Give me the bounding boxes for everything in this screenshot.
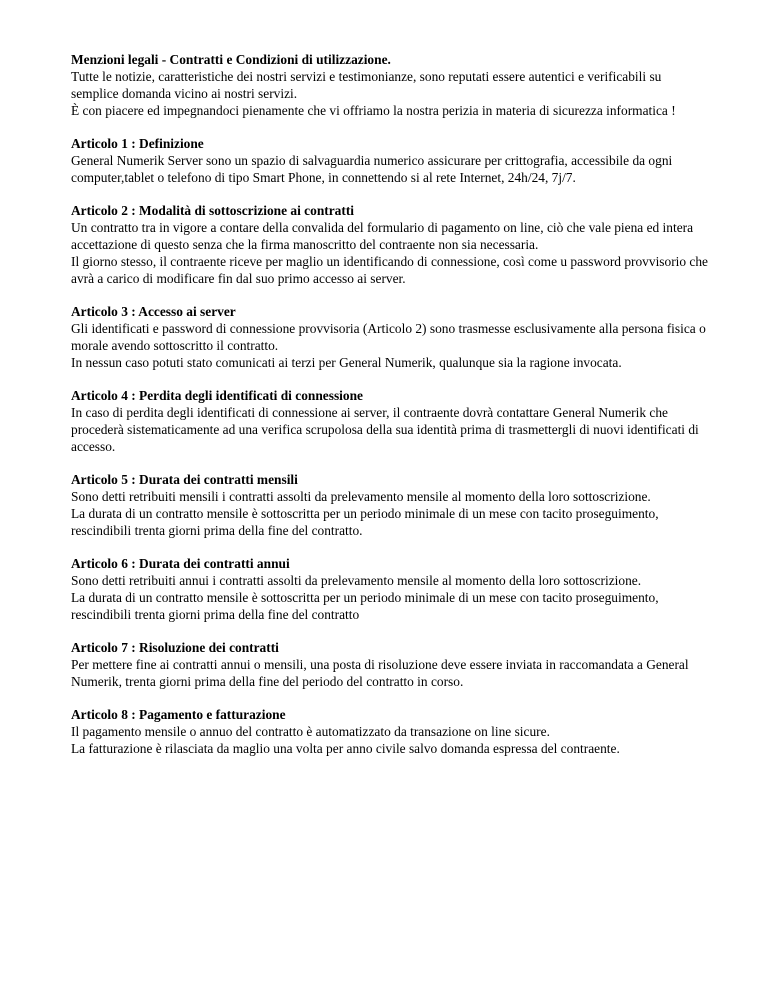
article-7 xyxy=(71,639,708,690)
article-paragraph: La durata di un contratto mensile è sottoscritta per un periodo minimale di un mese con tacito proseguimento, rescindibili trenta giorni prima della fine del contratto. xyxy=(71,506,659,538)
article-paragraph: In caso di perdita degli identificati di connessione ai server, il contraente dovrà contattare General Numerik che procederà sistematicamente ad una verifica scrupolosa della sua identità prima di trasmettergli di nuovi identificati di accesso. xyxy=(71,405,699,454)
article-heading: Articolo 5 : Durata dei contratti mensili xyxy=(71,472,298,487)
article-paragraph: Il giorno stesso, il contraente riceve per maglio un identificando di connessione, così come u password provvisorio che avrà a carico di modificare fin dal suo primo accesso ai server. xyxy=(71,254,709,286)
article-4 xyxy=(71,387,708,455)
article-paragraph: La durata di un contratto mensile è sottoscritta per un periodo minimale di un mese con tacito proseguimento, rescindibili trenta giorni prima della fine del contratto xyxy=(71,590,659,622)
article-paragraph: Gli identificati e password di connessione provvisoria (Articolo 2) sono trasmesse esclusivamente alla persona fisica o morale avendo sottoscritto il contratto. xyxy=(71,321,706,353)
article-paragraph: Un contratto tra in vigore a contare della convalida del formulario di pagamento on line, ciò che vale piena ed intera accettazione di questo senza che la firma manoscritto del contraente non sia necessaria. xyxy=(71,220,694,252)
article-heading: Articolo 3 : Accesso ai server xyxy=(71,304,236,319)
article-8 xyxy=(71,706,708,757)
document-title: Menzioni legali - Contratti e Condizioni di utilizzazione. xyxy=(71,52,391,67)
article-paragraph: Per mettere fine ai contratti annui o mensili, una posta di risoluzione deve essere inviata in raccomandata a General Numerik, trenta giorni prima della fine del periodo del contratto in corso. xyxy=(71,657,689,689)
article-heading: Articolo 2 : Modalità di sottoscrizione ai contratti xyxy=(71,203,355,218)
article-paragraph: La fatturazione è rilasciata da maglio una volta per anno civile salvo domanda espressa del contraente. xyxy=(71,741,620,756)
article-heading: Articolo 6 : Durata dei contratti annui xyxy=(71,556,290,571)
article-5 xyxy=(71,471,708,539)
article-heading: Articolo 7 : Risoluzione dei contratti xyxy=(71,640,279,655)
intro-paragraph: Tutte le notizie, caratteristiche dei nostri servizi e testimonianze, sono reputati essere autentici e verificabili su semplice domanda vicino ai nostri servizi. xyxy=(71,69,662,101)
article-heading: Articolo 4 : Perdita degli identificati di connessione xyxy=(71,388,363,403)
intro-section xyxy=(71,51,708,119)
article-heading: Articolo 8 : Pagamento e fatturazione xyxy=(71,707,286,722)
article-6 xyxy=(71,555,708,623)
article-paragraph: General Numerik Server sono un spazio di salvaguardia numerico assicurare per crittografia, accessibile da ogni computer,tablet o telefono di tipo Smart Phone, in connettendo si al rete Internet, 24h/24, 7j/7. xyxy=(71,153,673,185)
article-paragraph: In nessun caso potuti stato comunicati ai terzi per General Numerik, qualunque sia la ragione invocata. xyxy=(71,355,622,370)
article-heading: Articolo 1 : Definizione xyxy=(71,136,204,151)
article-3 xyxy=(71,303,708,371)
article-paragraph: Sono detti retribuiti mensili i contratti assolti da prelevamento mensile al momento della loro sottoscrizione. xyxy=(71,489,651,504)
article-2 xyxy=(71,202,708,287)
article-paragraph: Il pagamento mensile o annuo del contratto è automatizzato da transazione on line sicure. xyxy=(71,724,550,739)
article-1 xyxy=(71,135,708,186)
intro-paragraph: È con piacere ed impegnandoci pienamente che vi offriamo la nostra perizia in materia di sicurezza informatica ! xyxy=(71,103,676,118)
article-paragraph: Sono detti retribuiti annui i contratti assolti da prelevamento mensile al momento della loro sottoscrizione. xyxy=(71,573,642,588)
